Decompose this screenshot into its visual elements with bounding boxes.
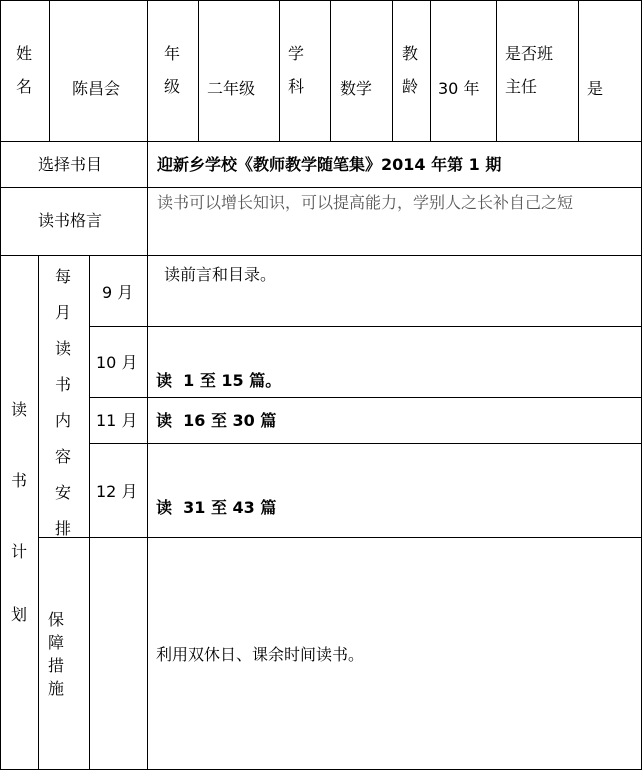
divider [147, 0, 148, 141]
divider [0, 255, 642, 256]
divider [330, 0, 331, 141]
book-value: 迎新乡学校《教师教学随笔集》2014 年第 1 期 [157, 155, 502, 174]
subject-label: 学 科 [288, 44, 305, 97]
book-label: 选择书目 [38, 155, 103, 174]
divider [430, 0, 431, 141]
divider [38, 537, 642, 538]
month-content: 读 31 至 43 篇 [156, 498, 277, 517]
grade-label: 年 级 [164, 44, 181, 97]
month-label: 11 月 [96, 411, 138, 430]
divider [89, 443, 642, 444]
divider [279, 0, 280, 141]
motto-value: 读书可以增长知识，可以提高能力，学别人之长补自己之短 [157, 193, 574, 212]
name-label: 姓 名 [16, 44, 33, 97]
motto-label: 读书格言 [38, 211, 103, 230]
divider [0, 187, 642, 188]
month-label: 10 月 [96, 353, 138, 372]
divider [147, 141, 148, 255]
divider [89, 326, 642, 327]
subject-value: 数学 [340, 79, 373, 98]
teaching-years-label: 教 龄 [402, 44, 419, 97]
guarantee-label: 保 障 措 施 [47, 610, 64, 698]
month-label: 9 月 [102, 283, 134, 302]
month-label: 12 月 [96, 482, 138, 501]
grade-value: 二年级 [207, 79, 256, 98]
head-teacher-value: 是 [587, 79, 604, 98]
monthly-content-label: 每 月 读 书 内 容 安 排 [54, 267, 71, 538]
name-value: 陈昌会 [72, 79, 121, 98]
month-content: 读 16 至 30 篇 [156, 411, 277, 430]
divider [578, 0, 579, 141]
divider [38, 255, 39, 769]
divider [198, 0, 199, 141]
month-content: 读 1 至 15 篇。 [156, 371, 282, 390]
teaching-years-value: 30 年 [438, 79, 480, 98]
divider [49, 0, 50, 141]
divider [392, 0, 393, 141]
border-left [0, 0, 1, 770]
month-content: 读前言和目录。 [164, 265, 277, 284]
head-teacher-label: 是否班 主任 [505, 44, 554, 97]
guarantee-value: 利用双休日、课余时间读书。 [156, 645, 365, 664]
divider [496, 0, 497, 141]
divider [89, 397, 642, 398]
divider [147, 255, 148, 769]
plan-label: 读 书 计 划 [10, 400, 27, 624]
border-top [0, 0, 642, 1]
divider [89, 255, 90, 769]
divider [0, 141, 642, 142]
